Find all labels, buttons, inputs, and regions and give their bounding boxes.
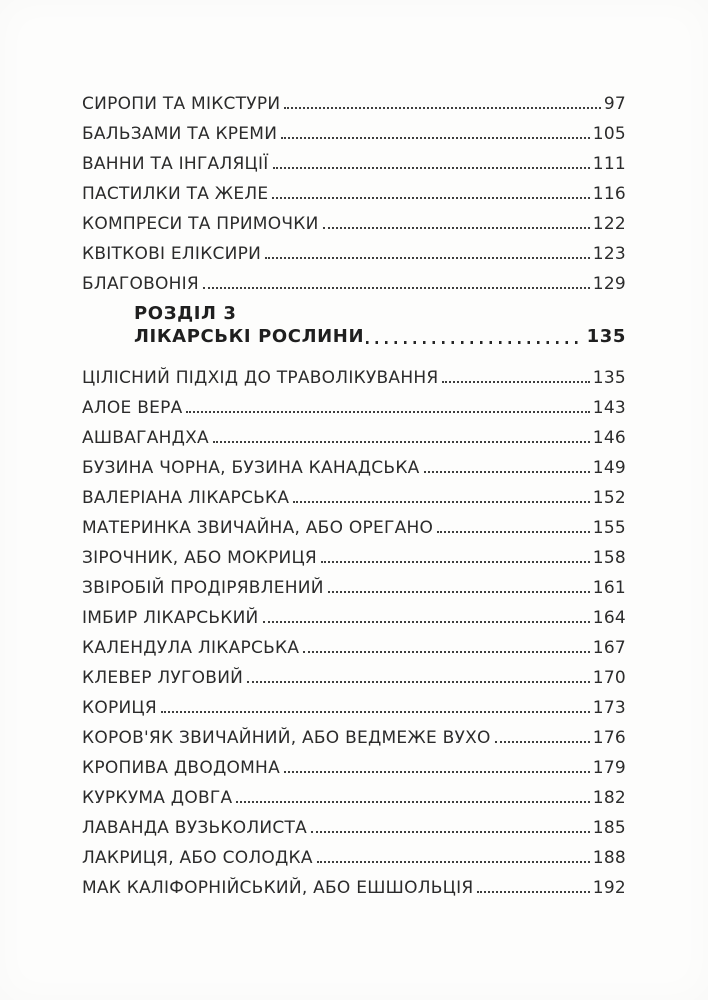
toc-entry-row [82,808,626,838]
toc-entry-page-number: 179 [592,758,626,778]
dot-leader [424,471,590,473]
toc-entry-row [82,778,626,808]
dot-leader [213,441,590,443]
section-kicker: РОЗДІЛ 3 [134,303,237,324]
toc-entry-page-number: 182 [592,788,626,808]
toc-entry-row [82,568,626,598]
dot-leader [161,711,590,713]
toc-entry-page-number: 158 [592,548,626,568]
toc-entries-group-bottom [82,358,626,898]
toc-entry-title: БЛАГОВОНІЯ [82,274,199,294]
toc-entry-row [82,264,626,294]
toc-entry-title: ЗІРОЧНИК, АБО МОКРИЦЯ [82,548,317,568]
toc-entry-title: КВІТКОВІ ЕЛІКСИРИ [82,244,262,264]
toc-entry-page-number: 123 [592,244,626,264]
toc-entry-page-number: 146 [592,428,626,448]
dot-leader [495,741,590,743]
toc-entry-title: БАЛЬЗАМИ ТА КРЕМИ [82,124,278,144]
dot-leader [247,681,590,683]
toc-entry-title: КРОПИВА ДВОДОМНА [82,758,280,778]
toc-entry-title: АЛОЕ ВЕРА [82,398,183,418]
dot-leader [186,411,589,413]
toc-entry-row [82,688,626,718]
toc-entry-row [82,388,626,418]
toc-entry-title: КУРКУМА ДОВГА [82,788,233,808]
toc-entry-title: КОРОВ'ЯК ЗВИЧАЙНИЙ, АБО ВЕДМЕЖЕ ВУХО [82,728,491,748]
toc-entry-title: ЛАВАНДА ВУЗЬКОЛИСТА [82,818,307,838]
dot-leader [263,621,590,623]
toc-entries-group-top [82,84,626,294]
toc-entry-title: МАТЕРИНКА ЗВИЧАЙНА, АБО ОРЕГАНО [82,518,434,538]
dot-leader [323,227,590,229]
toc-entry-page-number: 149 [592,458,626,478]
toc-entry-title: СИРОПИ ТА МІКСТУРИ [82,94,281,114]
toc-entry-row [82,358,626,388]
toc-entry-row [82,628,626,658]
toc-entry-page-number: 161 [592,578,626,598]
toc-entry-page-number: 173 [592,698,626,718]
dot-leader [311,831,590,833]
toc-entry-row [82,448,626,478]
toc-entry-title: ВАННИ ТА ІНГАЛЯЦІЇ [82,154,269,174]
toc-entry-page-number: 170 [592,668,626,688]
dot-leader [293,501,590,503]
toc-entry-row [82,418,626,448]
toc-entry-row [82,174,626,204]
toc-entry-page-number: 116 [592,184,626,204]
toc-entry-title: ВАЛЕРІАНА ЛІКАРСЬКА [82,488,290,508]
toc-entry-page-number: 122 [592,214,626,234]
dot-leader [281,137,590,139]
toc-entry-page-number: 143 [592,398,626,418]
toc-entry-row [82,508,626,538]
toc-entry-page-number: 192 [592,878,626,898]
dot-leader [273,167,590,169]
toc-entry-page-number: 185 [592,818,626,838]
toc-entry-page-number: 129 [592,274,626,294]
section-page-number: 135 [586,326,626,347]
toc-entry-page-number: 152 [592,488,626,508]
section-dot-leader [366,341,578,344]
toc-entry-title: ІМБИР ЛІКАРСЬКИЙ [82,608,259,628]
dot-leader [442,381,589,383]
toc-entry-title: МАК КАЛІФОРНІЙСЬКИЙ, АБО ЕШШОЛЬЦІЯ [82,878,474,898]
toc-entry-title: КОМПРЕСИ ТА ПРИМОЧКИ [82,214,319,234]
toc-entry-page-number: 164 [592,608,626,628]
table-of-contents [82,84,626,898]
toc-entry-title: ПАСТИЛКИ ТА ЖЕЛЕ [82,184,269,204]
toc-entry-page-number: 111 [592,154,626,174]
toc-entry-row [82,204,626,234]
toc-entry-title: КАЛЕНДУЛА ЛІКАРСЬКА [82,638,300,658]
dot-leader [317,861,590,863]
dot-leader [284,771,590,773]
toc-entry-title: ЛАКРИЦЯ, АБО СОЛОДКА [82,848,313,868]
toc-entry-page-number: 188 [592,848,626,868]
toc-entry-title: ЗВІРОБІЙ ПРОДІРЯВЛЕНИЙ [82,578,324,598]
dot-leader [272,197,589,199]
toc-entry-row [82,748,626,778]
dot-leader [236,801,589,803]
toc-entry-row [82,718,626,748]
dot-leader [437,531,590,533]
toc-entry-page-number: 97 [603,94,626,114]
toc-entry-row [82,84,626,114]
dot-leader [477,891,589,893]
toc-entry-title: БУЗИНА ЧОРНА, БУЗИНА КАНАДСЬКА [82,458,420,478]
dot-leader [203,287,590,289]
section-heading-row [134,325,626,348]
toc-entry-row [82,838,626,868]
toc-entry-title: КОРИЦЯ [82,698,157,718]
toc-entry-row [82,114,626,144]
toc-entry-title: АШВАГАНДХА [82,428,209,448]
dot-leader [284,107,600,109]
toc-entry-row [82,868,626,898]
toc-entry-title: ЦІЛІСНИЙ ПІДХІД ДО ТРАВОЛІКУВАННЯ [82,368,439,388]
toc-entry-title: КЛЕВЕР ЛУГОВИЙ [82,668,244,688]
dot-leader [265,257,590,259]
dot-leader [303,651,590,653]
toc-entry-page-number: 155 [592,518,626,538]
dot-leader [321,561,590,563]
toc-entry-row [82,538,626,568]
toc-entry-page-number: 105 [592,124,626,144]
section-title: ЛІКАРСЬКІ РОСЛИНИ [134,326,365,347]
toc-entry-row [82,144,626,174]
section-heading-block [134,302,626,348]
toc-entry-row [82,478,626,508]
toc-entry-page-number: 135 [592,368,626,388]
toc-entry-row [82,658,626,688]
toc-entry-page-number: 176 [592,728,626,748]
toc-entry-row [82,234,626,264]
toc-entry-page-number: 167 [592,638,626,658]
toc-entry-row [82,598,626,628]
dot-leader [328,591,590,593]
